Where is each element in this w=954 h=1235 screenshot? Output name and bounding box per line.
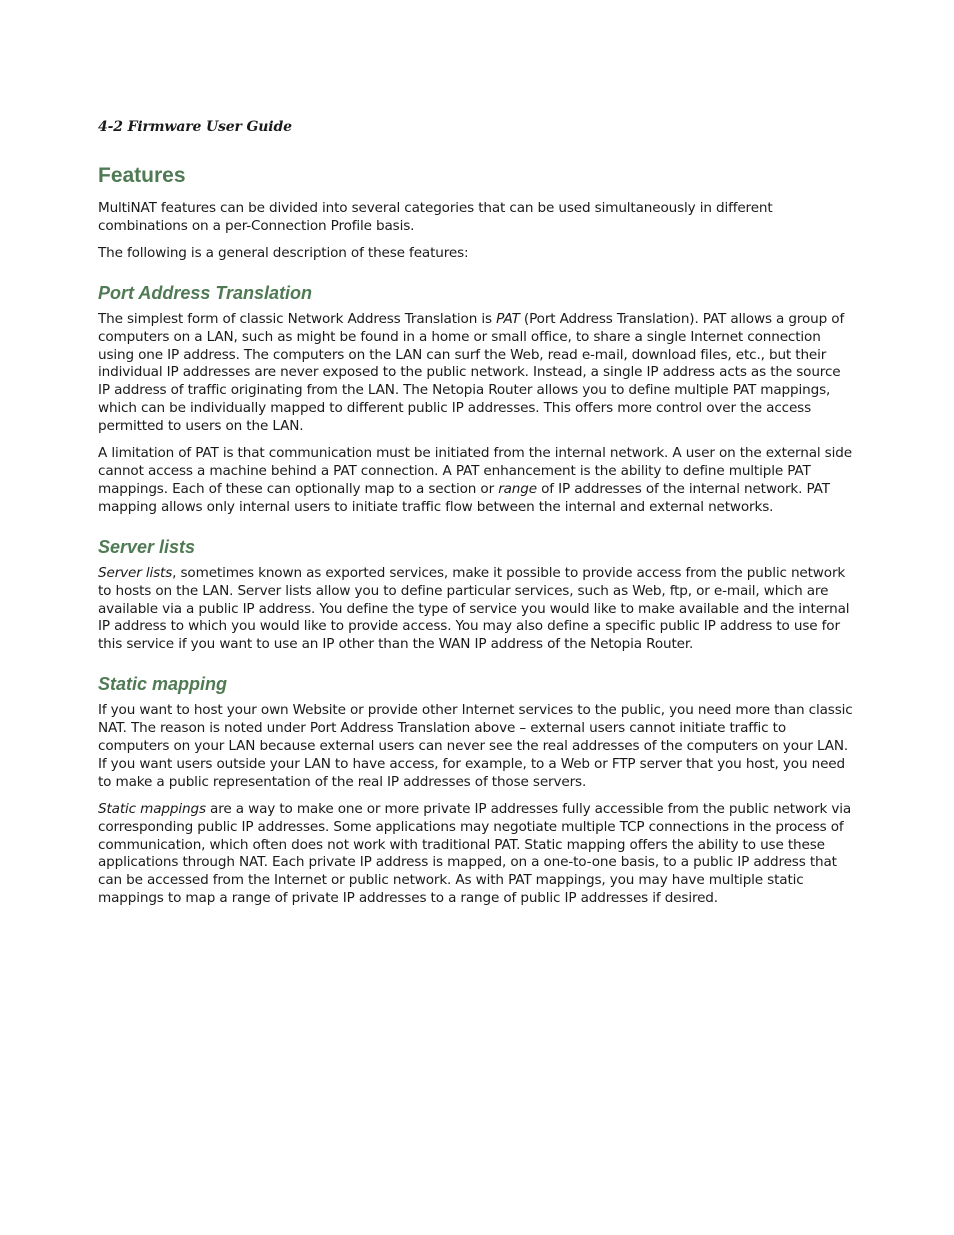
pat-p2-text-start: A limitation of PAT is that communication must be initiated from the internal network. A user on the external side cannot access a machine behind a PAT connection. A PAT enhancement is the ability to define multiple PAT mappings. Each of these can optionally map to a section or <box>98 445 852 497</box>
running-header: 4-2 Firmware User Guide <box>98 119 292 135</box>
pat-term: PAT <box>496 310 520 327</box>
server-lists-paragraph <box>98 565 856 655</box>
static-mapping-paragraph-1: If you want to host your own Website or provide other Internet services to the public, you need more than classic NAT. The reason is noted under Port Address Translation above – external users cannot initiate traffic to computers on your LAN because external users can never see the real addresses of the computers on your LAN. If you want users outside your LAN to have access, for example, to a Web or FTP server that you host, you need to make a public representation of the real IP addresses of those servers. <box>98 702 853 790</box>
subsection-title-server-lists: Server lists <box>98 536 196 557</box>
pat-p1-text-start: The simplest form of classic Network Address Translation is <box>98 310 497 327</box>
pat-p1-text-rest: (Port Address Translation). PAT allows a group of computers on a LAN, such as might be found in a home or small office, to share a single Internet connection using one IP address. The computers on the LAN can surf the Web, read e-mail, download files, etc., but their individual IP addresses are never exposed to the public network. Instead, a single IP address acts as the source IP address of traffic originating from the LAN. The Netopia Router allows you to define multiple PAT mappings, which can be individually mapped to different public IP addresses. This offers more control over the access permitted to users on the LAN. <box>98 310 845 435</box>
range-term: range <box>498 480 537 497</box>
server-lists-term: Server lists <box>98 564 173 581</box>
features-description-paragraph: The following is a general description of these features: <box>98 244 469 261</box>
pat-paragraph-1 <box>98 311 856 436</box>
features-intro-paragraph: MultiNAT features can be divided into several categories that can be used simultaneously in different combinations on a per-Connection Profile basis. <box>98 200 773 234</box>
section-title-features: Features <box>98 164 186 187</box>
subsection-title-pat: Port Address Translation <box>98 282 313 303</box>
pat-paragraph-2 <box>98 445 856 517</box>
static-mapping-p2-text: are a way to make one or more private IP addresses fully accessible from the public network via corresponding public IP addresses. Some applications may negotiate multiple TCP connections in the process of communication, which often does not work with traditional PAT. Static mapping offers the ability to use these applications through NAT. Each private IP address is mapped, on a one-to-one basis, to a public IP address that can be accessed from the Internet or public network. As with PAT mappings, you may have multiple static mappings to map a range of private IP addresses to a range of public IP addresses if desired. <box>98 800 852 907</box>
static-mapping-paragraph-2 <box>98 801 856 908</box>
static-mappings-term: Static mappings <box>98 800 206 817</box>
server-lists-text: , sometimes known as exported services, make it possible to provide access from the public network to hosts on the LAN. Server lists allow you to define particular services, such as Web, ftp, or e-mail, which are available via a public IP address. You define the type of service you would like to make available and the internal IP address to which you would like to provide access. You may also define a specific public IP address to use for this service if you want to use an IP other than the WAN IP address of the Netopia Router. <box>98 564 850 653</box>
subsection-title-static-mapping: Static mapping <box>98 674 228 695</box>
page-content <box>98 163 856 917</box>
pat-p2-text-rest: of IP addresses of the internal network. PAT mapping allows only internal users to initiate traffic flow between the internal and external networks. <box>98 480 830 515</box>
